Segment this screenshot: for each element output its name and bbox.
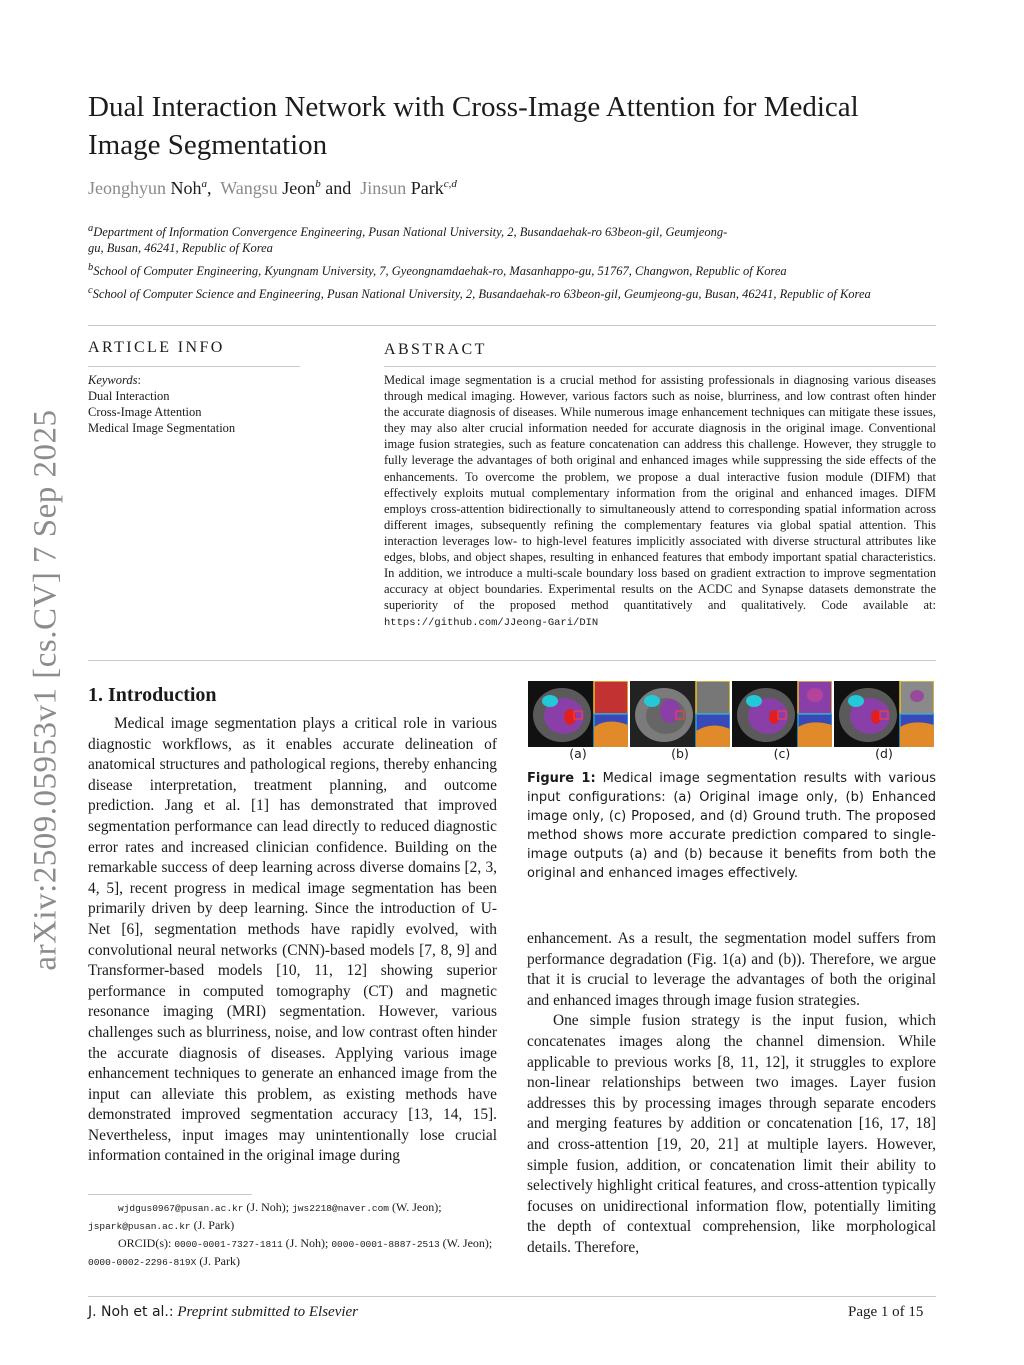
author-sep: ,: [207, 178, 212, 198]
figure-sublabel: (d): [875, 746, 893, 761]
figure-panel-a: [528, 681, 628, 747]
author-family: Park: [410, 178, 444, 198]
keyword: Medical Image Segmentation: [88, 421, 236, 435]
abstract-text: Medical image segmentation is a crucial method for assisting professionals in diagnosing various diseases through medical imaging. However, various factors such as noise, blurriness, and low contrast often hinder the accurate diagnosis of diseases. While numerous image enhancement techniques can mitigate these issues, they may also alter crucial information needed for accurate diagnosis in the original image. Conventional image fusion strategies, such as feature concatenation can address this challenge. However, they struggle to fully leverage the advantages of both original and enhanced images while suppressing the side effects of the enhancements. To overcome the problem, we propose a dual interactive fusion module (DIFM) that effectively exploits mutual complementary information from the original and enhanced images. DIFM employs cross-attention bidirectionally to simultaneously attend to corresponding spatial information across different images, subsequently refining the complementary features via global spatial attention. This interaction leverages low- to high-level features implicitly associated with diverse structural attributes like edges, blobs, and object shapes, resulting in enhanced features that embody important spatial characteristics. In addition, we introduce a multi-scale boundary loss based on gradient extraction to improve segmentation accuracy at object boundaries. Experimental results on the ACDC and Synapse datasets demonstrate the superiority of the proposed method quantitatively and qualitatively. Code available at:: [384, 373, 936, 613]
footer-venue: Preprint submitted to Elsevier: [177, 1304, 359, 1320]
article-info-heading: ARTICLE INFO: [88, 339, 225, 356]
footnote-name: (W. Jeon);: [442, 1236, 493, 1250]
author-and: and: [325, 178, 352, 198]
rule-footer: [88, 1296, 936, 1297]
author-sup: b: [315, 178, 321, 190]
footnote-name: (J. Park): [193, 1218, 235, 1232]
rule-abstract: [384, 366, 936, 367]
footer-authors: J. Noh et al.:: [88, 1304, 174, 1320]
intro-paragraph: Medical image segmentation plays a critical role in various diagnostic workflows, as it enables accurate delineation of anatomical structures and pathological regions, thereby enhancing disease interpretation, treatment planning, and outcome prediction. Jang et al. [1] has demonstrated that improved segmentation performance can lead directly to reduced diagnostic error rates and increased clinician confidence. Building on the remarkable success of deep learning across diverse domains [2, 3, 4, 5], recent progress in medical image segmentation has been primarily driven by deep learning. Since the introduction of U-Net [6], segmentation methods have rapidly evolved, with convolutional neural networks (CNN)-based models [7, 8, 9] and Transformer-based models [10, 11, 12] showing superior performance in computed tomography (CT) and magnetic resonance imaging (MRI) segmentation. However, various challenges such as blurriness, noise, and low contrast often hinder the accurate diagnosis of diseases. Applying various image enhancement techniques to generate an enhanced image from the input can alleviate this problem, as existing methods have demonstrated improved segmentation accuracy [13, 14, 15]. Nevertheless, input images may unintentionally lose crucial information contained in the original image during: [88, 715, 497, 1165]
arxiv-id: arXiv:2509.05953v1 [cs.CV] 7 Sep 2025: [27, 409, 64, 971]
footnote-name: (J. Park): [199, 1254, 240, 1268]
email-link[interactable]: wjdgus0967@pusan.ac.kr: [118, 1203, 244, 1214]
figure-sublabel: (b): [671, 746, 689, 761]
footnote-rule: [88, 1194, 252, 1195]
page-number: Page 1 of 15: [848, 1304, 924, 1320]
keywords-block: Keywords: Dual Interaction Cross-Image Attention Medical Image Segmentation: [88, 373, 236, 435]
figure-sublabel: (c): [773, 746, 791, 761]
email-link[interactable]: jspark@pusan.ac.kr: [88, 1221, 191, 1232]
affiliation-text: School of Computer Science and Engineering, Pusan National University, 2, Busandaehak-ro 63beon-gil, Geumjeong-gu, Busan, 46241, Republic of Korea: [92, 287, 871, 302]
abstract-heading: ABSTRACT: [384, 341, 487, 358]
rule-article-info: [88, 366, 300, 367]
figure-panel-d: [834, 681, 934, 747]
rule-mid: [88, 660, 936, 661]
affiliation-text: Department of Information Convergence Engineering, Pusan National University, 2, Busandaehak-ro 63beon-gil, Geumjeong-gu, Busan, 46241, Republic of Korea: [88, 225, 728, 256]
affiliations: [88, 221, 948, 306]
section-heading: 1. Introduction: [88, 684, 217, 706]
footnote-name: (J. Noh);: [285, 1236, 329, 1250]
author-sup: a: [201, 178, 207, 190]
footnote-name: (W. Jeon);: [392, 1200, 442, 1214]
keywords-label: Keywords: [88, 373, 138, 387]
orcid-label: ORCID(s):: [118, 1236, 172, 1250]
abstract-body: [384, 372, 936, 632]
code-link[interactable]: https://github.com/JJeong-Gari/DIN: [384, 617, 599, 630]
figure-caption-label: Figure 1:: [527, 771, 596, 786]
intro-left-column: [88, 714, 497, 1167]
figure-panel-c: [732, 681, 832, 747]
affiliation: [88, 260, 948, 279]
author-given: Jinsun: [360, 178, 407, 198]
rule-top: [88, 325, 936, 326]
footnote-name: (J. Noh);: [246, 1200, 290, 1214]
author-family: Jeon: [282, 178, 316, 198]
figure-sublabel: (a): [569, 746, 587, 761]
paper-title: Dual Interaction Network with Cross-Image Attention for Medical Image Segmentation: [88, 91, 859, 161]
affiliation-sup: b: [88, 262, 94, 274]
author-given: Jeonghyun: [88, 178, 166, 198]
orcid-id[interactable]: 0000-0001-7327-1811: [174, 1239, 283, 1250]
keyword: Cross-Image Attention: [88, 405, 202, 419]
keyword: Dual Interaction: [88, 389, 170, 403]
author-family: Noh: [170, 178, 202, 198]
affiliation-text: School of Computer Engineering, Kyungnam University, 7, Gyeongnamdaehak-ro, Masanhappo-gu, 51767, Changwon, Republic of Korea: [93, 264, 787, 279]
intro-right-column: [527, 929, 936, 1259]
orcid-id[interactable]: 0000-0002-2296-819X: [88, 1257, 197, 1268]
intro-paragraph: One simple fusion strategy is the input fusion, which concatenates images along the channel dimension. While applicable to previous works [8, 11, 12], it struggles to explore non-linear relationships between two images. Layer fusion addresses this by processing images through separate encoders and merging features by addition or concatenation [16, 17, 18] and cross-attention [19, 20, 21] at multiple layers. However, simple fusion, addition, or concatenation limit their ability to selectively highlight critical features, and cross-attention typically focuses on unidirectional information flow, potentially limiting the depth of contextual comprehension, like morphological details. Therefore,: [527, 1012, 936, 1256]
figure-caption: [527, 769, 936, 883]
footer-left: [88, 1304, 358, 1321]
intro-paragraph: enhancement. As a result, the segmentation model suffers from performance degradation (Fig. 1(a) and (b)). Therefore, we argue that it is crucial to leverage the advantages of both the original and enhanced images through image fusion strategies.: [527, 930, 936, 1009]
orcid-id[interactable]: 0000-0001-8887-2513: [331, 1239, 440, 1250]
footnote: [88, 1199, 500, 1271]
figure-caption-text: Medical image segmentation results with various input configurations: (a) Original image only, (b) Enhanced image only, (c) Proposed, and (d) Ground truth. The proposed method shows more accurate prediction compared to single-image outputs (a) and (b) because it benefits from both the original and enhanced images effectively.: [527, 771, 936, 881]
figure-panel-b: [630, 681, 730, 747]
author-sup: c,d: [443, 178, 457, 190]
affiliation: [88, 221, 728, 256]
affiliation-sup: a: [88, 223, 94, 234]
affiliation-sup: c: [88, 285, 93, 297]
affiliation: [88, 283, 948, 302]
author-list: [88, 178, 457, 199]
author-given: Wangsu: [220, 178, 278, 198]
email-link[interactable]: jws2218@naver.com: [292, 1203, 390, 1214]
